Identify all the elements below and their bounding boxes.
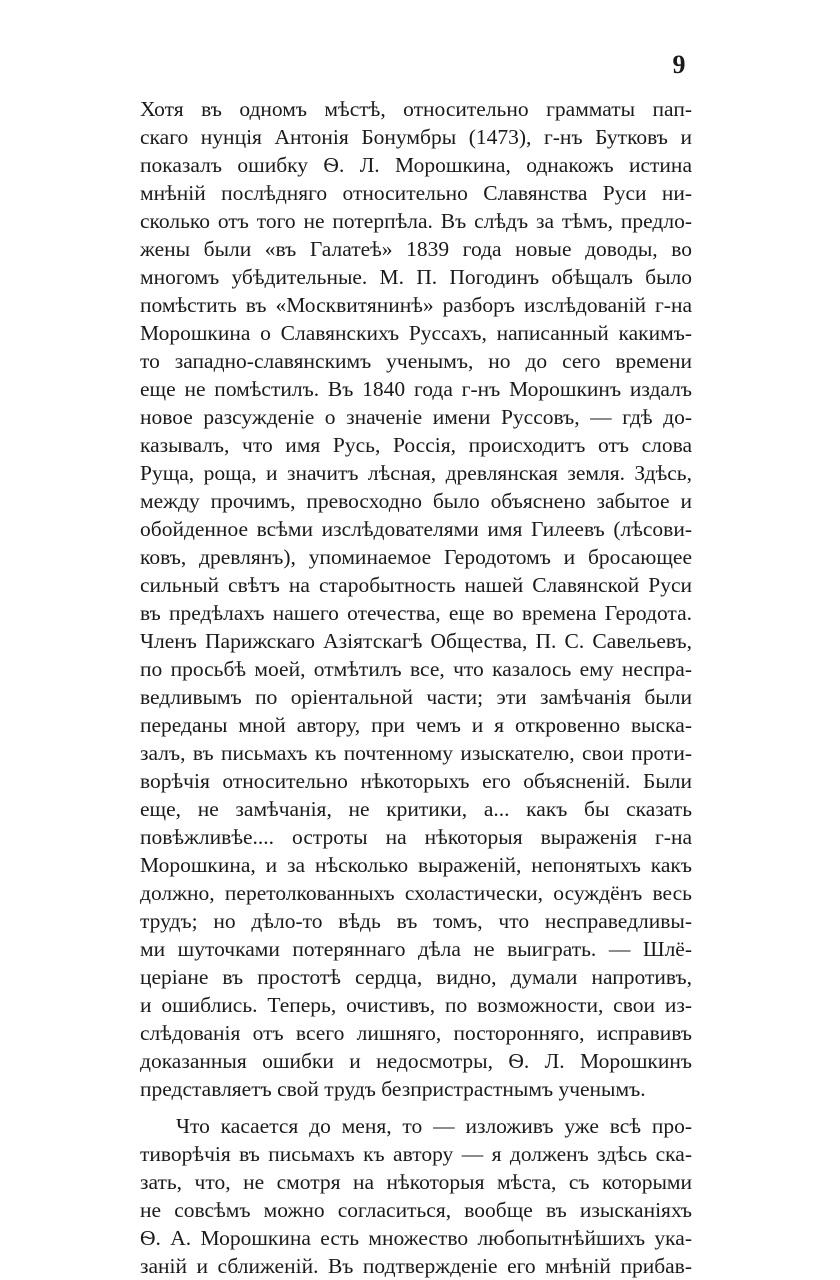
body-text [140,95,692,1280]
text-line: доказанныя ошибки и недосмотры, Ѳ. Л. Морошкинъ [140,1049,692,1073]
text-line: Морошкина о Славянскихъ Руссахъ, написанный какимъ- [140,321,692,345]
text-line: Что касается до меня, то — изложивъ уже всѣ про- [176,1114,692,1138]
text-line: въ предѣлахъ нашего отечества, еще во времена Геродота. [140,601,692,625]
text-line: заній и сближеній. Въ подтвержденіе его мнѣній прибав- [140,1254,692,1278]
text-line: казывалъ, что имя Русь, Россія, происходитъ отъ слова [140,433,692,457]
text-line: скаго нунція Антонія Бонумбры (1473), г-нъ Бутковъ и [140,125,692,149]
text-line: еще не помѣстилъ. Въ 1840 года г-нъ Морошкинъ издалъ [140,377,692,401]
text-line: Морошкина, и за нѣсколько выраженій, непонятыхъ какъ [140,853,692,877]
text-line: многомъ убѣдительные. М. П. Погодинъ обѣщалъ было [140,265,692,289]
text-line: трудъ; но дѣло-то вѣдь въ томъ, что несправедливы- [140,909,692,933]
paragraph-1 [140,95,692,1103]
text-line: зать, что, не смотря на нѣкоторыя мѣста, съ которыми [140,1170,692,1194]
page-number: 9 [672,50,686,79]
paragraph-2 [140,1112,692,1280]
text-line: сколько отъ того не потерпѣла. Въ слѣдъ за тѣмъ, предло- [140,209,692,233]
text-line: обойденное всѣми изслѣдователями имя Гилеевъ (лѣсови- [140,517,692,541]
paragraph-spacer [140,1103,692,1112]
text-line: по просьбѣ моей, отмѣтилъ все, что казалось ему неспра- [140,657,692,681]
text-line: жены были «въ Галатеѣ» 1839 года новые доводы, во [140,237,692,261]
text-line: еще, не замѣчанія, не критики, а... какъ бы сказать [140,797,692,821]
text-line: новое разсужденіе о значеніе имени Руссовъ, — гдѣ до- [140,405,692,429]
text-line: и ошиблись. Теперь, очистивъ, по возможности, свои из- [140,993,692,1017]
text-line: ворѣчія относительно нѣкоторыхъ его объясненій. Были [140,769,692,793]
text-line: показалъ ошибку Ѳ. Л. Морошкина, однакожъ истина [140,153,692,177]
text-line: Ѳ. А. Морошкина есть множество любопытнѣйшихъ ука- [140,1226,692,1250]
text-line: Руща, роща, и значитъ лѣсная, древлянская земля. Здѣсь, [140,461,692,485]
text-line: тиворѣчія въ письмахъ къ автору — я долженъ здѣсь ска- [140,1142,692,1166]
text-line: мнѣній послѣдняго относительно Славянства Руси ни- [140,181,692,205]
text-line: между прочимъ, превосходно было объяснено забытое и [140,489,692,513]
text-line: ми шуточками потеряннаго дѣла не выиграть. — Шлё- [140,937,692,961]
text-line: церіане въ простотѣ сердца, видно, думали напротивъ, [140,965,692,989]
text-line: Членъ Парижскаго Азіятскагѣ Общества, П. С. Савельевъ, [140,629,692,653]
text-line: Хотя въ одномъ мѣстѣ, относительно грамматы пап- [140,97,692,121]
text-line: ковъ, древлянъ), упоминаемое Геродотомъ и бросающее [140,545,692,569]
text-line: залъ, въ письмахъ къ почтенному изыскателю, свои проти- [140,741,692,765]
text-line: переданы мной автору, при чемъ и я откровенно выска- [140,713,692,737]
text-line: повѣжливѣе.... остроты на нѣкоторыя выраженія г-на [140,825,692,849]
text-line: помѣстить въ «Москвитянинѣ» разборъ изслѣдованій г-на [140,293,692,317]
text-line: представляетъ свой трудъ безпристрастнымъ ученымъ. [140,1077,646,1101]
text-line: слѣдованія отъ всего лишняго, посторонняго, исправивъ [140,1021,692,1045]
text-line: должно, перетолкованныхъ схоластически, осуждёнъ весь [140,881,692,905]
text-line: ведливымъ по оріентальной части; эти замѣчанія были [140,685,692,709]
text-line: не совсѣмъ можно согласиться, вообще въ изысканіяхъ [140,1198,692,1222]
text-line: то западно-славянскимъ ученымъ, но до сего времени [140,349,692,373]
text-line: сильный свѣтъ на старобытность нашей Славянской Руси [140,573,692,597]
